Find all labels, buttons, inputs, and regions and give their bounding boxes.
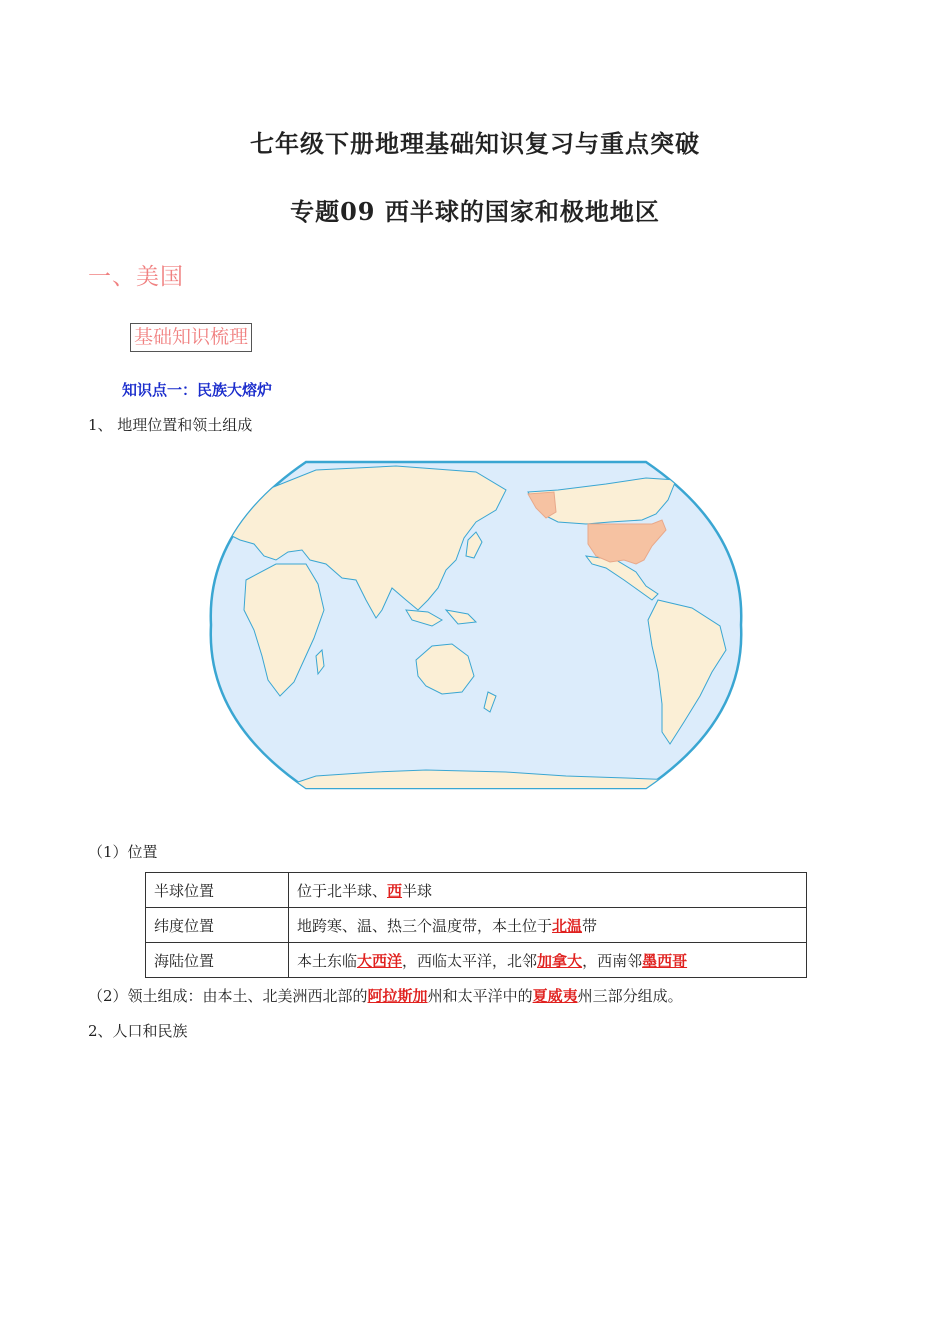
answer-text: 西 (387, 881, 403, 900)
knowledge-point-heading: 知识点一：民族大熔炉 (122, 381, 273, 399)
document-subtitle: 专题09 西半球的国家和极地地区 (290, 197, 660, 226)
answer-text: 墨西哥 (642, 951, 688, 970)
answer-text: 大西洋 (357, 951, 403, 970)
table-row (146, 873, 807, 908)
world-map (206, 460, 746, 790)
row-value: 本土东临大西洋，西临太平洋，北邻加拿大，西南邻墨西哥 (289, 943, 807, 978)
territory-line: （2）领土组成：由本土、北美洲西北部的阿拉斯加州和太平洋中的夏威夷州三部分组成。 (88, 987, 683, 1005)
answer-text: 北温 (552, 916, 583, 935)
item-2-heading: 2、人口和民族 (88, 1022, 188, 1040)
row-value: 位于北半球、西半球 (289, 873, 807, 908)
position-table (145, 872, 807, 978)
boxed-heading: 基础知识梳理 (130, 323, 252, 352)
row-key: 海陆位置 (146, 943, 289, 978)
section-heading: 一、美国 (88, 264, 184, 290)
row-value: 地跨寒、温、热三个温度带，本土位于北温带 (289, 908, 807, 943)
answer-text: 加拿大 (537, 951, 583, 970)
row-key: 半球位置 (146, 873, 289, 908)
document-title: 七年级下册地理基础知识复习与重点突破 (250, 129, 700, 158)
item-1-heading: 1、 地理位置和领土组成 (88, 416, 253, 434)
answer-text: 夏威夷 (532, 987, 578, 1005)
answer-text: 阿拉斯加 (367, 987, 428, 1005)
table-row (146, 943, 807, 978)
row-key: 纬度位置 (146, 908, 289, 943)
table-row (146, 908, 807, 943)
position-label: （1）位置 (88, 843, 158, 861)
